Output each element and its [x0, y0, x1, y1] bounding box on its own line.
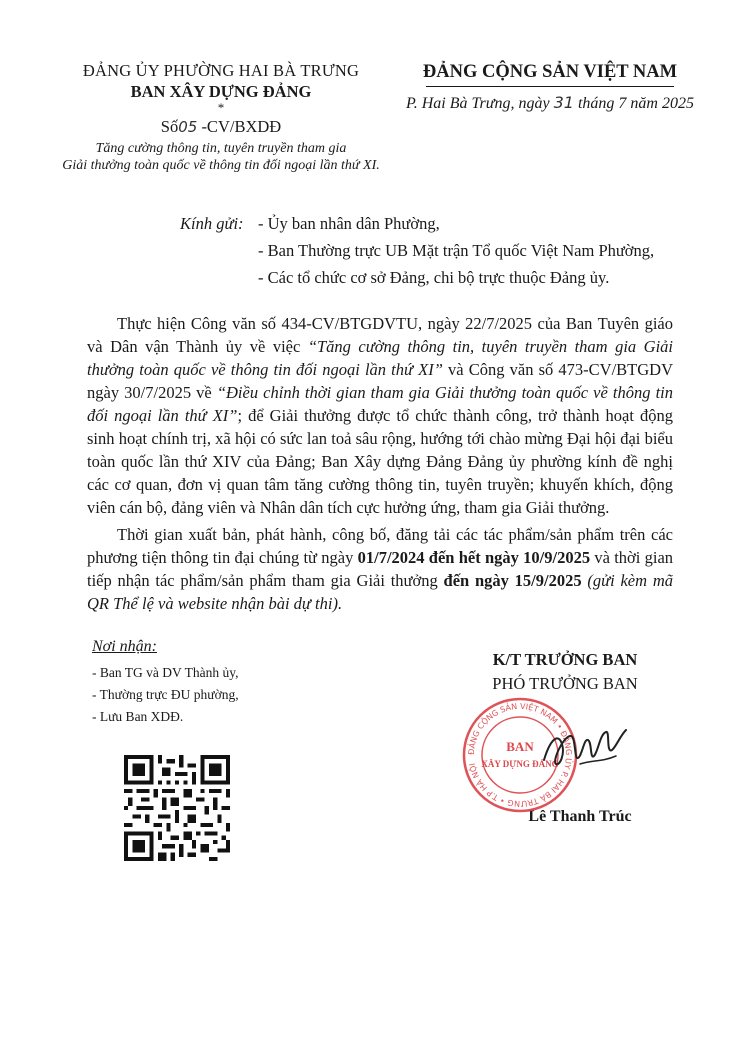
distribution-item: - Lưu Ban XDĐ. [92, 709, 184, 724]
recipients-label: Kính gửi: [180, 214, 244, 233]
qr-code [124, 755, 230, 861]
stamp-ring-text: ĐẢNG CỘNG SẢN VIỆT NAM • ĐẢNG ỦY P. HAI BÀ TRƯNG • T.P HÀ NỘI [466, 701, 574, 809]
p1-quote-2: “Điều chỉnh thời gian tham gia Giải thưởng toàn quốc về thông tin đối ngoại lần thứ XI” [87, 383, 673, 425]
body-paragraph-1 [87, 312, 673, 519]
p2-text-a: Thời gian xuất bản, phát hành, công bố, đăng tải các tác phẩm/sản phẩm trên các phương tiện thông tin đại chúng từ ngày [87, 525, 673, 567]
distribution-item: - Thường trực ĐU phường, [92, 687, 239, 702]
p2-note: (gửi kèm mã QR Thể lệ và website nhận bài dự thi). [87, 571, 673, 613]
signature-title-1: K/T TRƯỞNG BAN [492, 650, 638, 669]
handwritten-signature [540, 720, 630, 780]
party-underline [426, 86, 674, 87]
stamp-center-line-2: XÂY DỰNG ĐẢNG [481, 759, 559, 769]
day-handwritten: 31 [553, 93, 574, 112]
recipient-item: - Ban Thường trực UB Mặt trận Tổ quốc Việt Nam Phường, [258, 241, 655, 260]
distribution-item: - Ban TG và DV Thành ủy, [92, 665, 239, 680]
recipients-block [180, 210, 654, 291]
body-paragraph-2 [87, 523, 673, 615]
p2-text-c: và thời gian tiếp nhận tác phẩm/sản phẩm tham gia Giải thưởng [87, 548, 674, 590]
subject-line-1: Tăng cường thông tin, tuyên truyền tham gia [95, 141, 347, 156]
recipient-item: - Ủy ban nhân dân Phường, [258, 214, 440, 233]
place-date-prefix: P. Hai Bà Trưng, ngày [406, 95, 550, 112]
p1-quote-1: “Tăng cường thông tin, tuyên truyền tham gia Giải thưởng toàn quốc về thông tin đối ngoại lần thứ XI” [87, 337, 673, 379]
document-subject [40, 140, 402, 174]
place-date-suffix: tháng 7 năm 2025 [577, 95, 694, 112]
document-body [87, 312, 673, 619]
place-date [380, 93, 720, 113]
document-number [40, 116, 402, 138]
p1-text-c: và Công văn số 473-CV/BTGDV ngày 30/7/2025 về [87, 360, 673, 402]
signature-title-2: PHÓ TRƯỞNG BAN [492, 674, 638, 693]
doc-number-handwritten: 05 [178, 118, 198, 136]
doc-number-prefix: Số [160, 117, 179, 136]
subject-line-2: Giải thưởng toàn quốc về thông tin đối ngoại lần thứ XI. [62, 158, 380, 173]
distribution-title: Nơi nhận: [92, 638, 157, 655]
distribution-list [92, 636, 239, 728]
p2-date-range: 01/7/2024 đến hết ngày 10/9/2025 [357, 548, 591, 567]
recipient-item: - Các tổ chức cơ sở Đảng, chi bộ trực thuộc Đảng ủy. [258, 268, 610, 287]
org-line-2: BAN XÂY DỰNG ĐẢNG [130, 82, 312, 101]
p1-text-a: Thực hiện Công văn số 434-CV/BTGDVTU, ngày 22/7/2025 của Ban Tuyên giáo và Dân vận Thành ủy về việc [87, 314, 673, 356]
signer-name: Lê Thanh Trúc [528, 808, 632, 825]
party-name: ĐẢNG CỘNG SẢN VIỆT NAM [422, 62, 678, 82]
p1-text-e: ; để Giải thưởng được tổ chức thành công, trở thành hoạt động sinh hoạt chính trị, xã hội có sức lan toả sâu rộng, hướng tới chào mừng Đại hội đại biểu toàn quốc lần thứ XIV của Đảng; Ban Xây dựng Đảng Đảng ủy phường kính đề nghị các cơ quan, đơn vị quan tâm tăng cường thông tin, tuyên truyền; khuyến khích, động viên cán bộ, đảng viên và Nhân dân tích cực hưởng ứng, tham gia Giải thưởng. [87, 406, 673, 517]
header-left [40, 60, 402, 174]
header-right [380, 60, 720, 113]
stamp-center-line-1: BAN [506, 739, 534, 754]
star-mark: * [217, 100, 225, 115]
p2-deadline: đến ngày 15/9/2025 [443, 571, 582, 590]
doc-number-suffix: -CV/BXDĐ [201, 117, 282, 136]
org-line-1: ĐẢNG ỦY PHƯỜNG HAI BÀ TRƯNG [82, 61, 360, 80]
